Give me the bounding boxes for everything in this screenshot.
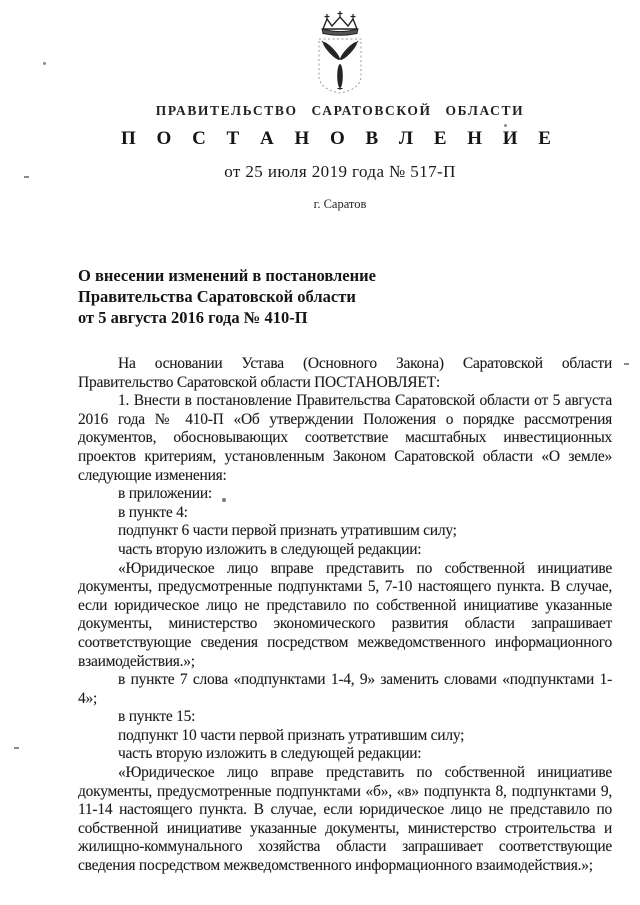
paragraph: «Юридическое лицо вправе представить по собственной инициативе документы, предусмотренные подпунктами «б», «в» подпункта 8, подпунктами 9, 11-14 настоящего пункта. В случае, если юридическое лицо не представило по собственной инициативе указанные документы, министерство строительства и жилищно-коммунального хозяйства области запрашивает соответствующие сведения посредством межведомственного информационного взаимодействия.»; [78,764,612,875]
paragraph: в пункте 15: [118,708,196,726]
title-line: Правительства Саратовской области [78,287,356,306]
title-line: О внесении изменений в постановление [78,266,376,285]
paragraph: На основании Устава (Основного Закона) Саратовской области Правительство Саратовской области ПОСТАНОВЛЯЕТ: [78,355,612,391]
document-date-number: от 25 июля 2019 года № 517-П [224,162,456,181]
paragraph: в пункте 4: [118,503,188,521]
paragraph: подпункт 6 части первой признать утратившим силу; [118,522,457,540]
document-body [78,355,612,876]
paragraph: подпункт 10 части первой признать утратившим силу; [118,726,465,744]
paragraph: «Юридическое лицо вправе представить по собственной инициативе документы, предусмотренные подпунктами 5, 7-10 настоящего пункта. В случае, если юридическое лицо не представило по собственной инициативе указанные документы, министерство экономического развития области запрашивает соответствующие сведения посредством межведомственного информационного взаимодействия.»; [78,559,612,670]
scan-speck [14,747,19,749]
document-type: П О С Т А Н О В Л Е Н И Е [121,128,559,149]
scan-speck [24,176,29,178]
document-header [40,0,640,212]
document-city: г. Саратов [313,197,367,211]
scan-speck [624,363,629,365]
paragraph: в приложении: [118,485,212,503]
paragraph: в пункте 7 слова «подпунктами 1-4, 9» заменить словами «подпунктами 1-4»; [78,671,612,707]
paragraph: часть вторую изложить в следующей редакции: [118,745,422,763]
coat-of-arms-icon [300,10,380,96]
paragraph: часть вторую изложить в следующей редакции: [118,540,422,558]
document-title [78,265,558,328]
title-line: от 5 августа 2016 года № 410-П [78,308,308,327]
organization-name: ПРАВИТЕЛЬСТВО САРАТОВСКОЙ ОБЛАСТИ [155,103,525,118]
paragraph: 1. Внести в постановление Правительства Саратовской области от 5 августа 2016 года № 410-П «Об утверждении Положения о порядке рассмотрения документов, обосновывающих соответствие масштабных инвестиционных проектов критериям, установленным Законом Саратовской области «О земле» следующие изменения: [78,392,612,484]
